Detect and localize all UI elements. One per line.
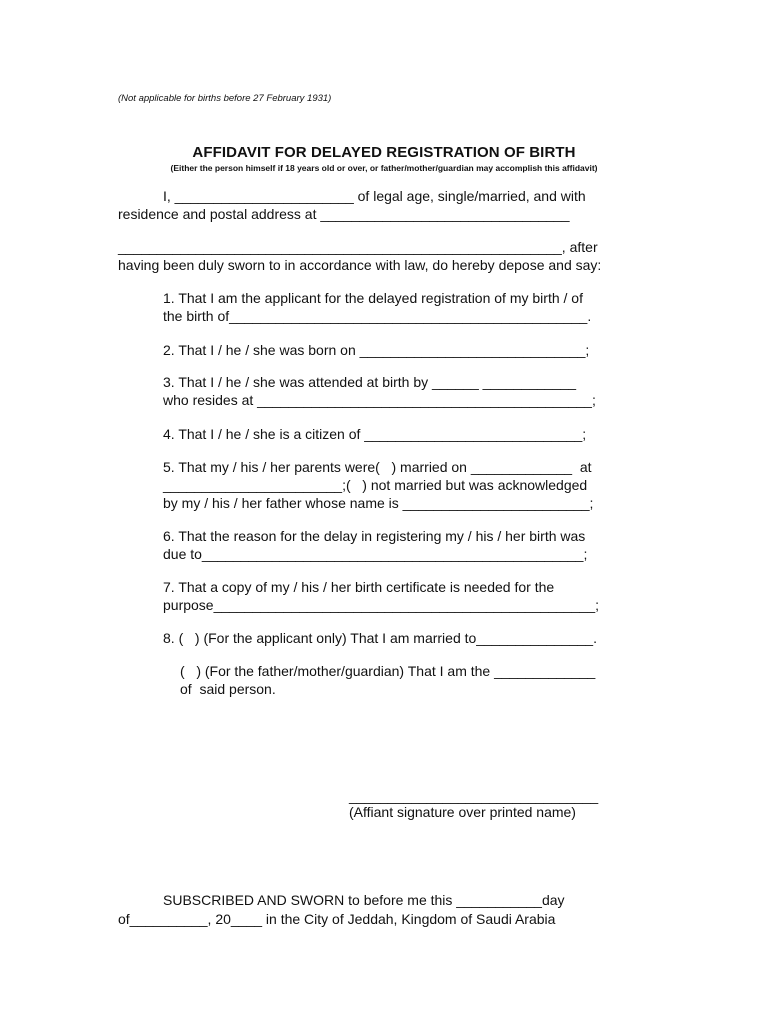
item-1-line-2: the birth of______________________________________________. <box>163 308 592 324</box>
intro-line-4: having been duly sworn to in accordance with law, do hereby depose and say: <box>118 257 602 273</box>
document-subtitle: (Either the person himself if 18 years old or over, or father/mother/guardian may accomplish this affidavit) <box>170 163 598 173</box>
item-8-guardian-line-1: ( ) (For the father/mother/guardian) That I am the _____________ <box>180 663 596 679</box>
item-3-line-1: 3. That I / he / she was attended at birth by ______ ____________ <box>163 374 577 390</box>
jurat-line-1: SUBSCRIBED AND SWORN to before me this ___________day <box>163 892 565 908</box>
item-6-line-1: 6. That the reason for the delay in registering my / his / her birth was <box>163 528 586 544</box>
item-8-applicant: 8. ( ) (For the applicant only) That I am married to_______________. <box>163 630 597 646</box>
applicability-note: (Not applicable for births before 27 February 1931) <box>118 93 332 104</box>
item-5-line-2: _______________________;( ) not married but was acknowledged <box>163 477 588 493</box>
signature-line: ________________________________ <box>349 788 599 804</box>
intro-line-3: _________________________________________________________, after <box>118 239 598 255</box>
jurat-line-2: of__________, 20____ in the City of Jeddah, Kingdom of Saudi Arabia <box>118 911 556 927</box>
item-8-guardian-line-2: of said person. <box>180 681 276 697</box>
intro-line-2: residence and postal address at ________________________________ <box>118 206 570 222</box>
item-7-line-2: purpose_________________________________________________; <box>163 597 600 613</box>
signature-label: (Affiant signature over printed name) <box>349 804 576 820</box>
item-5-line-1: 5. That my / his / her parents were( ) married on _____________ at <box>163 459 592 475</box>
item-5-line-3: by my / his / her father whose name is ________________________; <box>163 495 594 511</box>
item-7-line-1: 7. That a copy of my / his / her birth certificate is needed for the <box>163 579 555 595</box>
item-3-line-2: who resides at ___________________________________________; <box>163 392 596 408</box>
item-1-line-1: 1. That I am the applicant for the delayed registration of my birth / of <box>163 290 583 306</box>
item-4: 4. That I / he / she is a citizen of ____________________________; <box>163 426 587 442</box>
intro-line-1: I, _______________________ of legal age, single/married, and with <box>163 188 586 204</box>
document-title: AFFIDAVIT FOR DELAYED REGISTRATION OF BIRTH <box>192 144 576 161</box>
item-2: 2. That I / he / she was born on _____________________________; <box>163 342 590 358</box>
item-6-line-2: due to_________________________________________________; <box>163 546 588 562</box>
